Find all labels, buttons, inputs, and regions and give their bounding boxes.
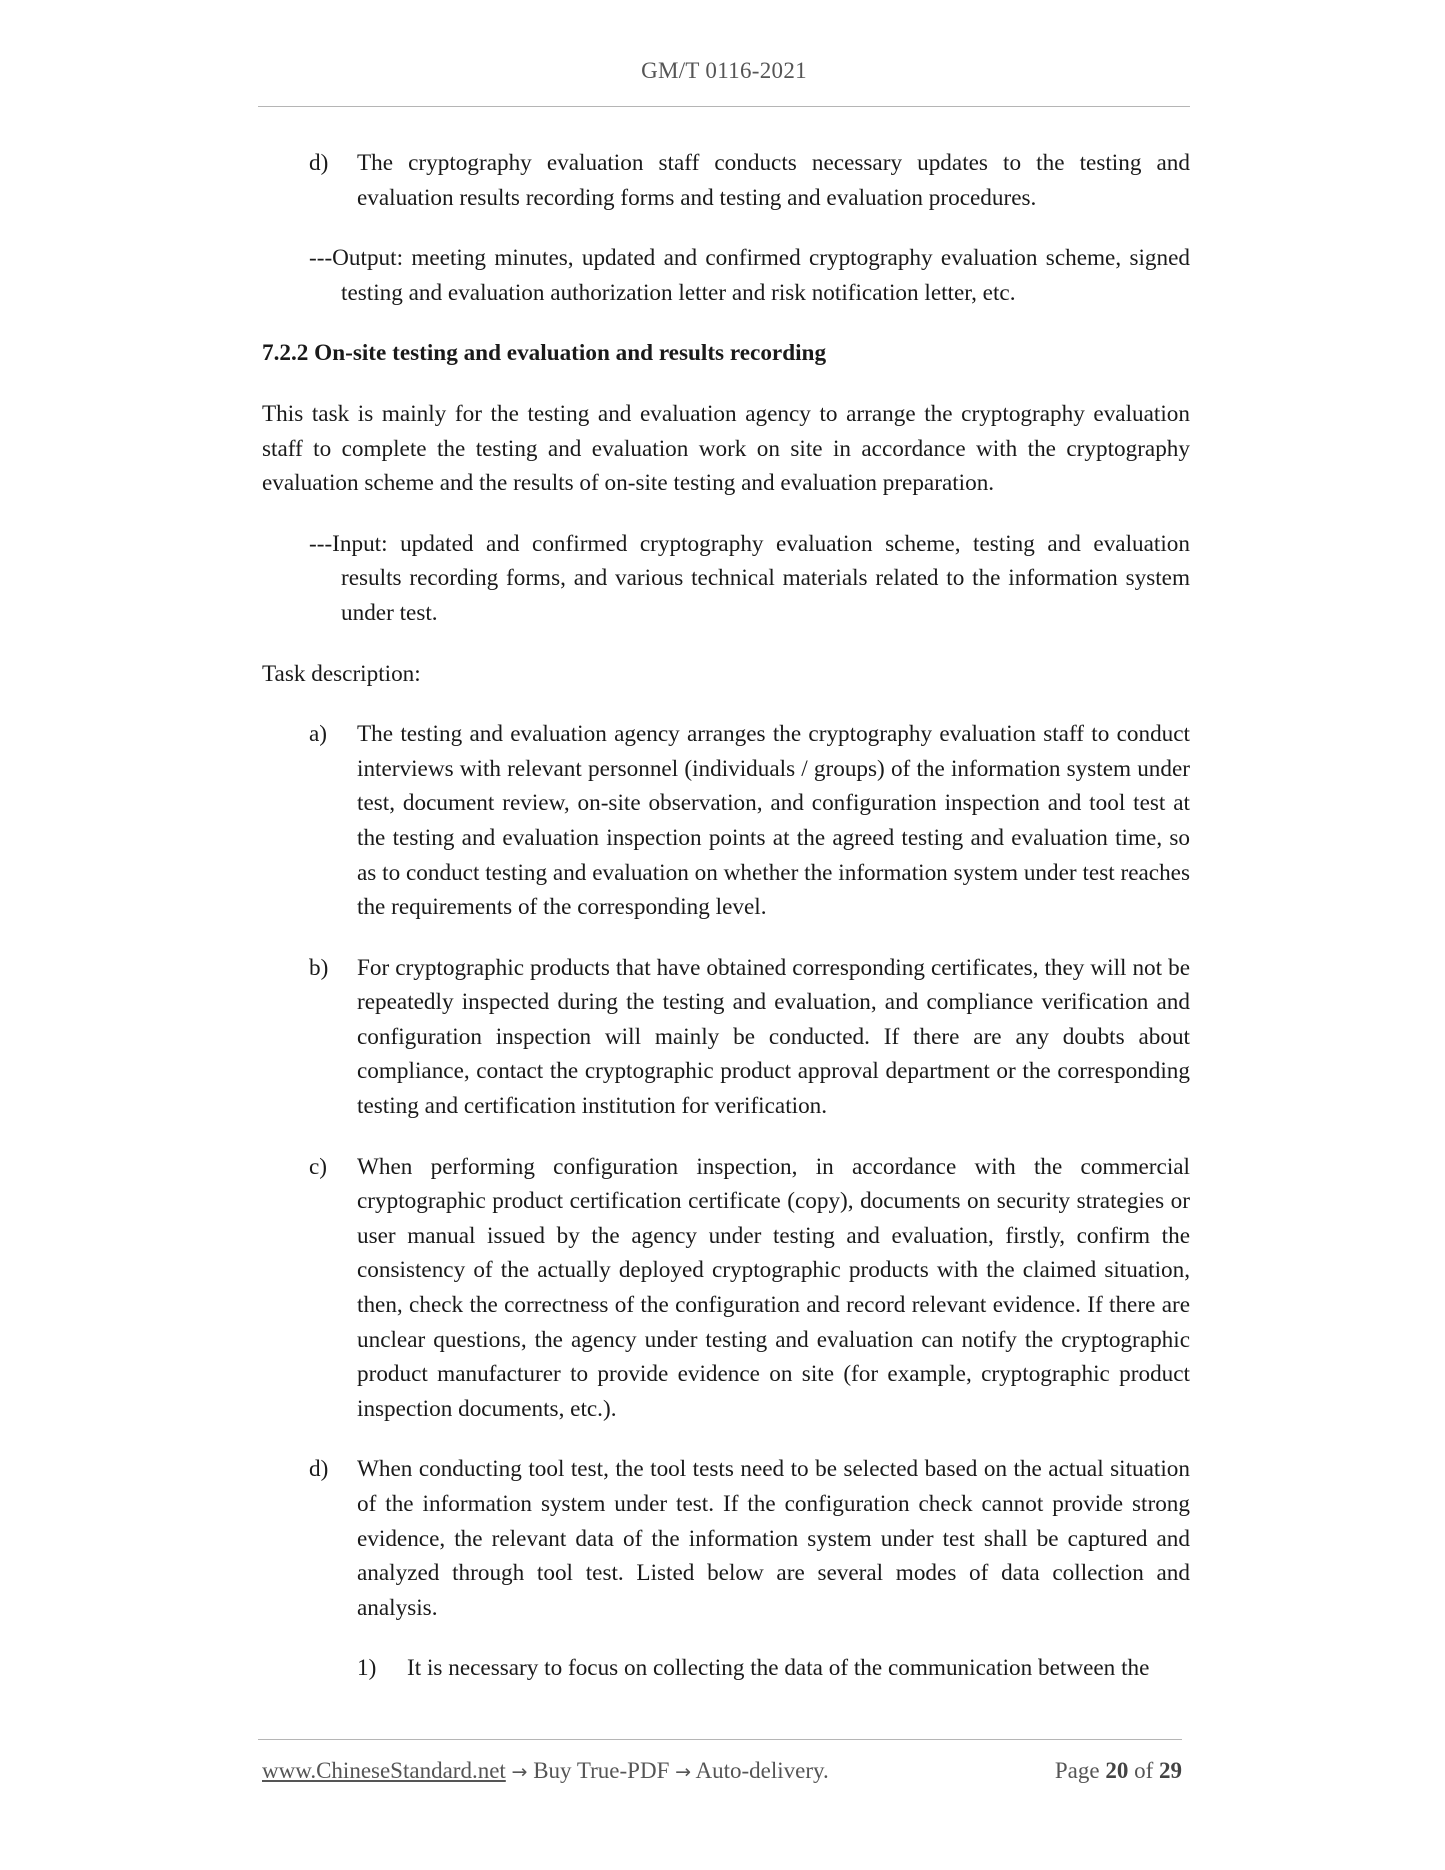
arrow-right-icon: → [675, 1761, 692, 1783]
page-footer [262, 1758, 1182, 1784]
list-item-text: For cryptographic products that have obtained corresponding certificates, they will not be repeatedly inspected during the testing and evaluation, and compliance verification and configuration inspection will mainly be conducted. If there are any doubts about compliance, contact the cryptographic product approval department or the corresponding testing and certification institution for verification. [357, 954, 1190, 1120]
list-marker: b) [309, 954, 329, 981]
list-marker: 1) [357, 1655, 377, 1682]
list-item-a [309, 717, 1190, 925]
list-item-text: The testing and evaluation agency arranges the cryptography evaluation staff to conduct interviews with relevant personnel (individuals / groups) of the information system under test, document review, on-site observation, and configuration inspection and tool test at the testing and evaluation inspection points at the agreed testing and evaluation time, so as to conduct testing and evaluation on whether the information system under test reaches the requirements of the corresponding level. [357, 721, 1190, 921]
page-number [1055, 1758, 1182, 1784]
of-word: of [1134, 1758, 1154, 1783]
list-marker: d) [309, 1456, 329, 1483]
intro-paragraph: This task is mainly for the testing and evaluation agency to arrange the cryptography evaluation staff to complete the testing and evaluation work on site in accordance with the cryptography evaluation scheme and the results of on-site testing and evaluation preparation. [262, 400, 1190, 497]
footer-divider [258, 1739, 1182, 1740]
standard-id: GM/T 0116-2021 [641, 58, 807, 83]
footer-promo [262, 1758, 829, 1784]
list-item-d [309, 1452, 1190, 1625]
document-body [262, 146, 1190, 1712]
buy-pdf-text: Buy True-PDF [533, 1758, 670, 1783]
page-header [258, 58, 1190, 84]
input-paragraph: ---Input: updated and confirmed cryptography evaluation scheme, testing and evaluation results recording forms, and various technical materials related to the information system under test. [309, 530, 1190, 626]
arrow-right-icon: → [511, 1761, 528, 1783]
page-word: Page [1054, 1758, 1100, 1783]
list-item-text: When performing configuration inspection, in accordance with the commercial cryptographic product certification certificate (copy), documents on security strategies or user manual issued by the agency under testing and evaluation, firstly, confirm the consistency of the actually deployed cryptographic products with the claimed situation, then, check the correctness of the configuration and record relevant evidence. If there are unclear questions, the agency under testing and evaluation can notify the cryptographic product manufacturer to provide evidence on site (for example, cryptographic product inspection documents, etc.). [357, 1153, 1190, 1422]
list-item-text: The cryptography evaluation staff conducts necessary updates to the testing and evaluation results recording forms and testing and evaluation procedures. [357, 150, 1190, 211]
section-heading: 7.2.2 On-site testing and evaluation and results recording [262, 340, 827, 367]
current-page: 20 [1105, 1758, 1129, 1783]
auto-delivery-text: Auto-delivery. [695, 1758, 829, 1783]
list-item-d-previous [309, 146, 1190, 215]
list-item-c [309, 1150, 1190, 1427]
list-item-text: It is necessary to focus on collecting the data of the communication between the [407, 1655, 1150, 1682]
list-item-text: When conducting tool test, the tool tests need to be selected based on the actual situation of the information system under test. If the configuration check cannot provide strong evidence, the relevant data of the information system under test shall be captured and analyzed through tool test. Listed below are several modes of data collection and analysis. [357, 1456, 1190, 1621]
list-item-b [309, 951, 1190, 1124]
header-divider [258, 106, 1190, 107]
list-marker: d) [309, 150, 329, 176]
output-paragraph: ---Output: meeting minutes, updated and confirmed cryptography evaluation scheme, signed testing and evaluation authorization letter and risk notification letter, etc. [309, 245, 1190, 306]
list-marker: a) [309, 721, 328, 748]
sub-list-item-1 [357, 1651, 1190, 1686]
total-pages: 29 [1159, 1758, 1182, 1783]
site-link[interactable]: www.ChineseStandard.net [262, 1758, 506, 1783]
list-marker: c) [309, 1153, 328, 1180]
task-description-label: Task description: [262, 660, 421, 687]
